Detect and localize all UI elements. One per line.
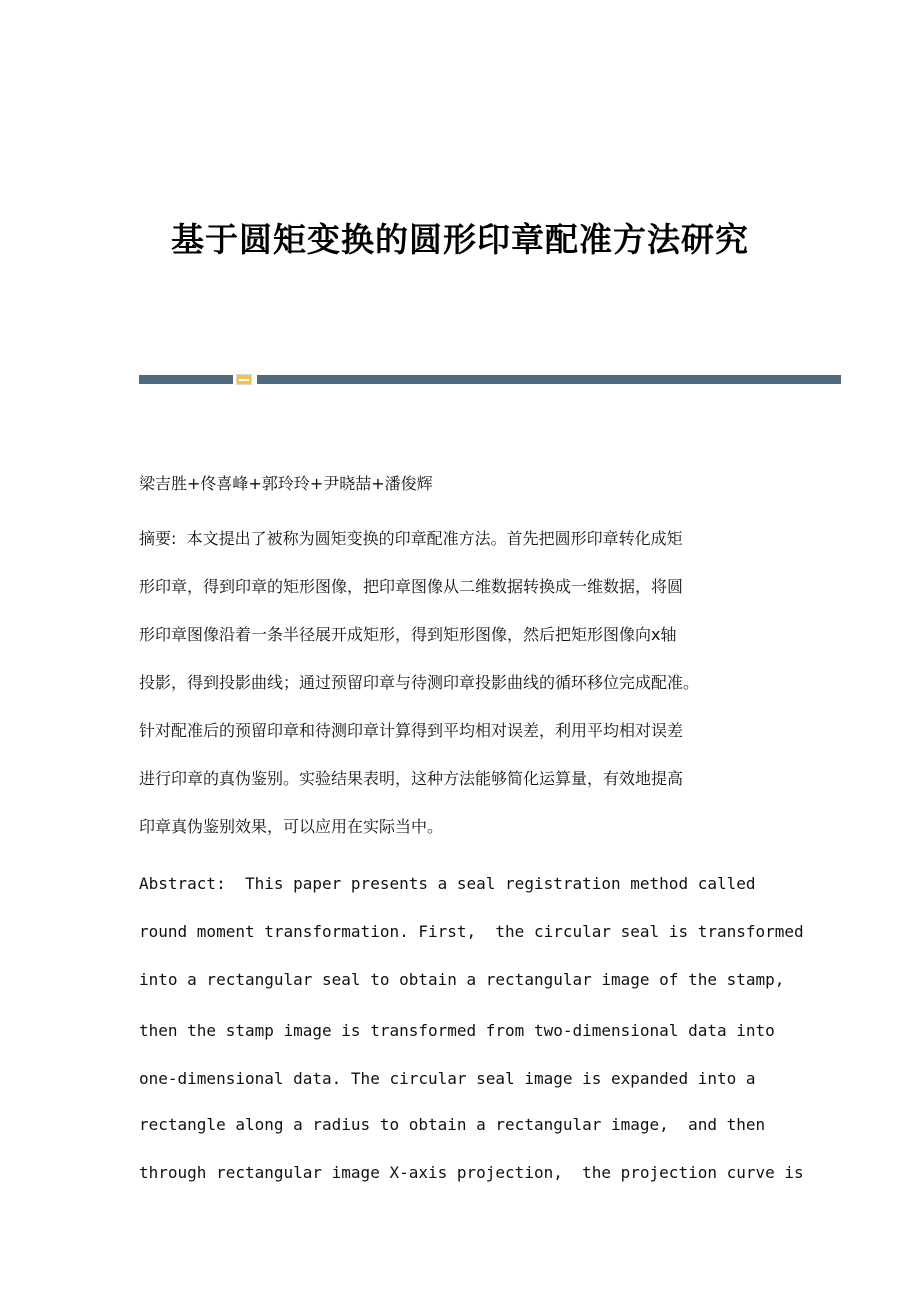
abstract-cn-line: 形印章，得到印章的矩形图像，把印章图像从二维数据转换成一维数据，将圆: [139, 577, 684, 596]
title-divider: [139, 375, 841, 384]
abstract-cn-line: 摘要: 本文提出了被称为圆矩变换的印章配准方法。首先把圆形印章转化成矩: [139, 529, 683, 548]
abstract-cn-line: 投影，得到投影曲线；通过预留印章与待测印章投影曲线的循环移位完成配准。: [139, 673, 700, 692]
abstract-en-line: round moment transformation. First, the circular seal is transformed: [139, 922, 804, 941]
divider-left-bar: [139, 375, 233, 384]
divider-envelope-icon: [236, 374, 252, 385]
paper-title: 基于圆矩变换的圆形印章配准方法研究: [171, 220, 749, 259]
abstract-cn-line: 形印章图像沿着一条半径展开成矩形，得到矩形图像，然后把矩形图像向x轴: [139, 625, 677, 644]
divider-right-bar: [257, 375, 841, 384]
abstract-cn-line: 印章真伪鉴别效果，可以应用在实际当中。: [139, 817, 444, 836]
abstract-cn-line: 针对配准后的预留印章和待测印章计算得到平均相对误差，利用平均相对误差: [139, 721, 684, 740]
abstract-en-line: rectangle along a radius to obtain a rectangular image, and then: [139, 1115, 766, 1134]
abstract-en-line: through rectangular image X-axis projection, the projection curve is: [139, 1163, 804, 1182]
author-list: 梁吉胜+佟喜峰+郭玲玲+尹晓喆+潘俊辉: [139, 474, 433, 493]
abstract-en-line: one-dimensional data. The circular seal image is expanded into a: [139, 1069, 756, 1088]
abstract-en-line: Abstract: This paper presents a seal registration method called: [139, 874, 756, 893]
abstract-cn-line: 进行印章的真伪鉴别。实验结果表明，这种方法能够简化运算量，有效地提高: [139, 769, 684, 788]
abstract-en-line: into a rectangular seal to obtain a rectangular image of the stamp,: [139, 970, 785, 989]
abstract-en-line: then the stamp image is transformed from two-dimensional data into: [139, 1021, 775, 1040]
